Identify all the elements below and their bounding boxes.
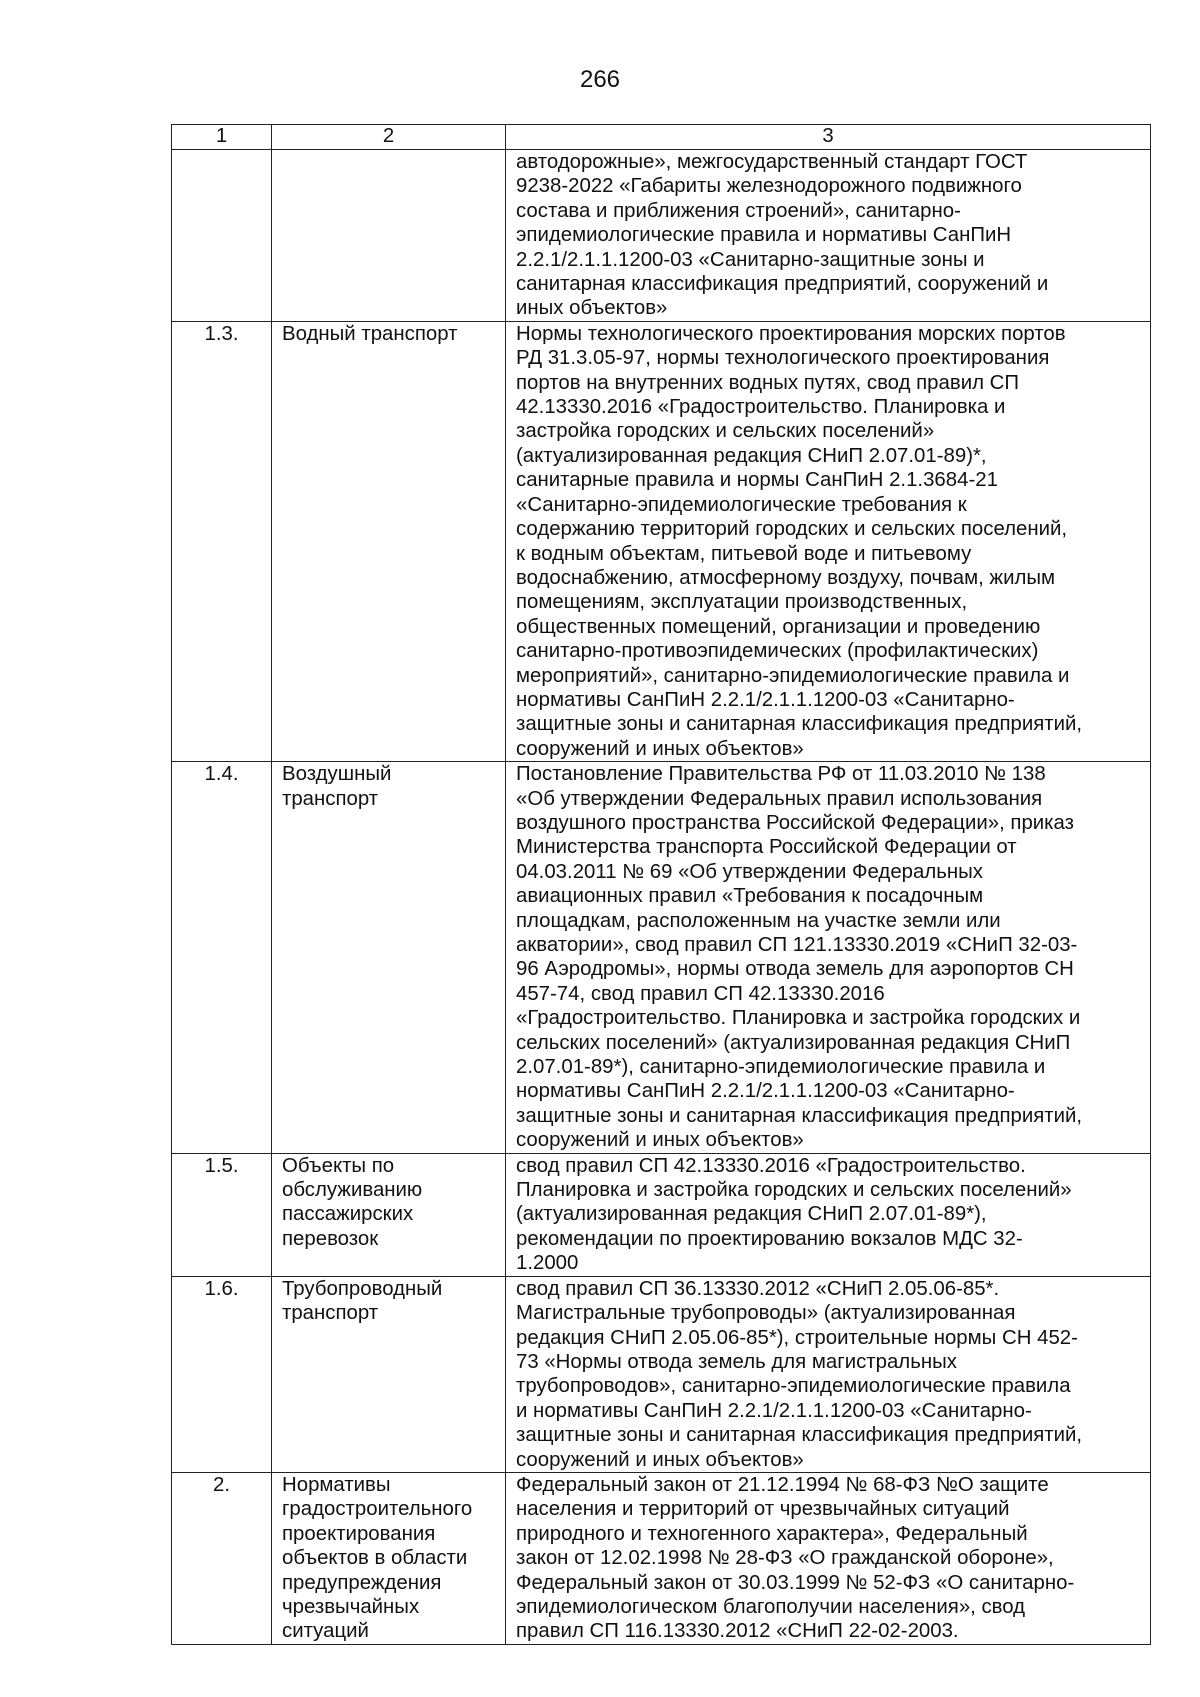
row-text: Федеральный закон от 21.12.1994 № 68-ФЗ №О защите населения и территорий от чрезвычайных ситуаций природного и техногенного характера», Федеральный закон от 12.02.1998 № 28-ФЗ «О гражданской обороне», Федеральный закон от 30.03.1999 № 52-ФЗ «О санитарно- эпидемиологическом благополучии населения», свод правил СП 116.13330.2012 «СНиП 22-02-2003. [506, 1472, 1151, 1644]
table-header-row [172, 125, 1151, 150]
norms-table [171, 124, 1151, 1645]
row-text: автодорожные», межгосударственный стандарт ГОСТ 9238-2022 «Габариты железнодорожного подвижного состава и приближения строений», санитарно- эпидемиологические правила и нормативы СанПиН 2.2.1/2.1.1.1200-03 «Санитарно-защитные зоны и санитарная классификация предприятий, сооружений и иных объектов» [506, 150, 1151, 322]
table-row [172, 1276, 1151, 1472]
table-row [172, 1153, 1151, 1276]
header-cell-3: 3 [506, 125, 1151, 150]
row-number: 1.3. [172, 321, 272, 761]
row-name: Трубопроводный транспорт [272, 1276, 506, 1472]
header-cell-1: 1 [172, 125, 272, 150]
table-row [172, 321, 1151, 761]
row-text: свод правил СП 42.13330.2016 «Градостроительство. Планировка и застройка городских и сельских поселений» (актуализированная редакция СНиП 2.07.01-89*), рекомендации по проектированию вокзалов МДС 32- 1.2000 [506, 1153, 1151, 1276]
row-name: Водный транспорт [272, 321, 506, 761]
row-number: 1.6. [172, 1276, 272, 1472]
row-text: Нормы технологического проектирования морских портов РД 31.3.05-97, нормы технологического проектирования портов на внутренних водных путях, свод правил СП 42.13330.2016 «Градостроительство. Планировка и застройка городских и сельских поселений» (актуализированная редакция СНиП 2.07.01-89)*, санитарные правила и нормы СанПиН 2.1.3684-21 «Санитарно-эпидемиологические требования к содержанию территорий городских и сельских поселений, к водным объектам, питьевой воде и питьевому водоснабжению, атмосферному воздуху, почвам, жилым помещениям, эксплуатации производственных, общественных помещений, организации и проведению санитарно-противоэпидемических (профилактических) мероприятий», санитарно-эпидемиологические правила и нормативы СанПиН 2.2.1/2.1.1.1200-03 «Санитарно- защитные зоны и санитарная классификация предприятий, сооружений и иных объектов» [506, 321, 1151, 761]
row-name: Объекты по обслуживанию пассажирских перевозок [272, 1153, 506, 1276]
row-number: 1.5. [172, 1153, 272, 1276]
table-row [172, 762, 1151, 1154]
row-number: 2. [172, 1472, 272, 1644]
row-name: Нормативы градостроительного проектирования объектов в области предупреждения чрезвычайных ситуаций [272, 1472, 506, 1644]
table-row [172, 1472, 1151, 1644]
table-row [172, 150, 1151, 322]
row-number [172, 150, 272, 322]
row-name: Воздушный транспорт [272, 762, 506, 1154]
row-number: 1.4. [172, 762, 272, 1154]
row-text: свод правил СП 36.13330.2012 «СНиП 2.05.06-85*. Магистральные трубопроводы» (актуализированная редакция СНиП 2.05.06-85*), строительные нормы СН 452- 73 «Нормы отвода земель для магистральных трубопроводов», санитарно-эпидемиологические правила и нормативы СанПиН 2.2.1/2.1.1.1200-03 «Санитарно- защитные зоны и санитарная классификация предприятий, сооружений и иных объектов» [506, 1276, 1151, 1472]
row-text: Постановление Правительства РФ от 11.03.2010 № 138 «Об утверждении Федеральных правил использования воздушного пространства Российской Федерации», приказ Министерства транспорта Российской Федерации от 04.03.2011 № 69 «Об утверждении Федеральных авиационных правил «Требования к посадочным площадкам, расположенным на участке земли или акватории», свод правил СП 121.13330.2019 «СНиП 32-03- 96 Аэродромы», нормы отвода земель для аэропортов СН 457-74, свод правил СП 42.13330.2016 «Градостроительство. Планировка и застройка городских и сельских поселений» (актуализированная редакция СНиП 2.07.01-89*), санитарно-эпидемиологические правила и нормативы СанПиН 2.2.1/2.1.1.1200-03 «Санитарно- защитные зоны и санитарная классификация предприятий, сооружений и иных объектов» [506, 762, 1151, 1154]
header-cell-2: 2 [272, 125, 506, 150]
row-name [272, 150, 506, 322]
page-number: 266 [579, 66, 621, 93]
